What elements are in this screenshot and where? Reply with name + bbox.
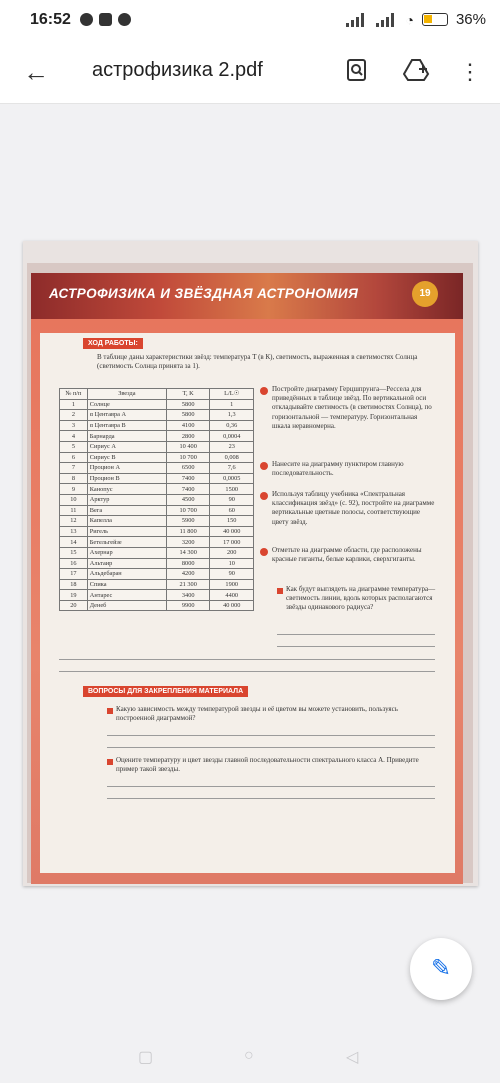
star-luminosity: 17 000 [210, 537, 254, 548]
star-luminosity: 1900 [210, 579, 254, 590]
star-luminosity: 40 000 [210, 600, 254, 611]
star-name: Капелла [87, 516, 166, 527]
star-temperature: 21 300 [166, 579, 210, 590]
signal-2-icon [376, 13, 398, 27]
table-row [60, 526, 254, 537]
star-temperature: 14 300 [166, 547, 210, 558]
step-bullet [260, 492, 268, 500]
star-temperature: 9900 [166, 600, 210, 611]
star-name: Денеб [87, 600, 166, 611]
answer-line [59, 659, 435, 660]
table-row [60, 420, 254, 431]
star-temperature: 3400 [166, 590, 210, 601]
row-number: 2 [60, 410, 88, 421]
clock: 16:52 [30, 11, 71, 28]
star-temperature: 4500 [166, 494, 210, 505]
home-icon[interactable]: ○ [244, 1047, 254, 1064]
star-luminosity: 200 [210, 547, 254, 558]
star-name: Спика [87, 579, 166, 590]
message-icon [118, 13, 131, 26]
table-row [60, 600, 254, 611]
table-body [60, 399, 254, 611]
notification-icons [80, 13, 131, 26]
star-name: Альдебаран [87, 569, 166, 580]
star-luminosity: 90 [210, 494, 254, 505]
question-marker [277, 588, 283, 594]
table-row [60, 431, 254, 442]
star-luminosity: 23 [210, 441, 254, 452]
row-number: 13 [60, 526, 88, 537]
star-temperature: 7400 [166, 473, 210, 484]
row-number: 10 [60, 494, 88, 505]
table-row [60, 484, 254, 495]
search-document-icon[interactable] [342, 57, 372, 87]
document-title: астрофизика 2.pdf [92, 59, 263, 81]
star-table [59, 388, 254, 611]
page-number: 19 [412, 281, 438, 307]
more-menu-icon[interactable]: ⋮ [459, 59, 481, 84]
table-row [60, 537, 254, 548]
star-temperature: 6500 [166, 463, 210, 474]
star-temperature: 3200 [166, 537, 210, 548]
table-row [60, 569, 254, 580]
answer-line [107, 747, 435, 748]
col-header: T, K [166, 389, 210, 400]
star-name: α Центавра В [87, 420, 166, 431]
table-row [60, 399, 254, 410]
table-row [60, 558, 254, 569]
row-number: 7 [60, 463, 88, 474]
chat-icon [80, 13, 93, 26]
star-name: Бетельгейзе [87, 537, 166, 548]
star-name: Барнарда [87, 431, 166, 442]
row-number: 14 [60, 537, 88, 548]
table-row [60, 463, 254, 474]
col-header: № п/п [60, 389, 88, 400]
row-number: 3 [60, 420, 88, 431]
row-number: 11 [60, 505, 88, 516]
star-name: Альтаир [87, 558, 166, 569]
row-number: 15 [60, 547, 88, 558]
step-1: Постройте диаграмму Герцшпрунга—Рессела для приведённых в таблице звёзд. По вертикальной оси откладывайте светимость (в светимостях Солнца), по горизонтальной — температуру. Горизонтальная шкала неравномерна. [272, 385, 432, 430]
nav-back-icon[interactable]: ◁ [346, 1049, 359, 1066]
answer-line [59, 671, 435, 672]
row-number: 1 [60, 399, 88, 410]
mail-icon [99, 13, 112, 26]
star-name: Сириус В [87, 452, 166, 463]
star-name: Солнце [87, 399, 166, 410]
star-temperature: 10 700 [166, 505, 210, 516]
star-name: Арктур [87, 494, 166, 505]
star-temperature: 7400 [166, 484, 210, 495]
row-number: 18 [60, 579, 88, 590]
star-name: Сириус А [87, 441, 166, 452]
add-to-drive-icon[interactable] [402, 57, 432, 87]
star-luminosity: 0,0005 [210, 473, 254, 484]
star-luminosity: 150 [210, 516, 254, 527]
question-marker [107, 759, 113, 765]
col-header: Звезда [87, 389, 166, 400]
side-question: Как будут выглядеть на диаграмме температура—светимость линии, вдоль которых располагаются звёзды одинакового радиуса? [286, 585, 436, 612]
star-temperature: 4100 [166, 420, 210, 431]
answer-line [277, 634, 435, 635]
star-name: Канопус [87, 484, 166, 495]
star-temperature: 5800 [166, 410, 210, 421]
edit-pencil-icon[interactable]: ✎ [410, 938, 472, 1000]
back-arrow-icon[interactable]: ← [23, 57, 49, 87]
answer-line [107, 786, 435, 787]
question-marker [107, 708, 113, 714]
star-temperature: 2800 [166, 431, 210, 442]
step-bullet [260, 387, 268, 395]
star-luminosity: 1 [210, 399, 254, 410]
answer-line [107, 735, 435, 736]
row-number: 5 [60, 441, 88, 452]
table-header-row [60, 389, 254, 400]
system-nav-bar [0, 1030, 500, 1083]
step-4: Отметьте на диаграмме области, где расположены красные гиганты, белые карлики, сверхгиганты. [272, 546, 422, 564]
table-row [60, 473, 254, 484]
step-bullet [260, 462, 268, 470]
star-luminosity: 40 000 [210, 526, 254, 537]
review-question-1: Какую зависимость между температурой звезды и её цветом вы можете установить, пользуясь построенной диаграммой? [116, 705, 398, 723]
step-3: Используя таблицу учебника «Спектральная классификация звёзд» (с. 92), постройте на диаграмме вертикальные цветные полосы, соответствующие цвету звёзд. [272, 490, 435, 526]
star-luminosity: 0,36 [210, 420, 254, 431]
star-name: Вега [87, 505, 166, 516]
table-row [60, 410, 254, 421]
star-name: Процион В [87, 473, 166, 484]
star-luminosity: 0,008 [210, 452, 254, 463]
status-bar [0, 0, 500, 40]
chapter-title: АСТРОФИЗИКА И ЗВЁЗДНАЯ АСТРОНОМИЯ [49, 286, 359, 301]
row-number: 6 [60, 452, 88, 463]
recent-apps-icon[interactable]: ▢ [138, 1049, 154, 1066]
star-name: α Центавра А [87, 410, 166, 421]
row-number: 16 [60, 558, 88, 569]
star-temperature: 4200 [166, 569, 210, 580]
system-icons [346, 11, 487, 28]
star-temperature: 10 400 [166, 441, 210, 452]
star-luminosity: 60 [210, 505, 254, 516]
answer-line [107, 798, 435, 799]
star-temperature: 11 800 [166, 526, 210, 537]
table-row [60, 516, 254, 527]
answer-line [277, 646, 435, 647]
star-luminosity: 90 [210, 569, 254, 580]
work-tag: ХОД РАБОТЫ: [83, 338, 143, 349]
battery-icon [422, 13, 448, 26]
star-luminosity: 7,6 [210, 463, 254, 474]
table-row [60, 452, 254, 463]
pdf-page[interactable] [23, 241, 478, 886]
wifi-icon: ◔ [405, 11, 414, 28]
star-name: Процион А [87, 463, 166, 474]
star-name: Ахернар [87, 547, 166, 558]
signal-icon [346, 13, 368, 27]
table-row [60, 590, 254, 601]
star-name: Антарес [87, 590, 166, 601]
star-temperature: 5800 [166, 399, 210, 410]
row-number: 19 [60, 590, 88, 601]
star-luminosity: 0,0004 [210, 431, 254, 442]
star-luminosity: 1500 [210, 484, 254, 495]
review-tag: ВОПРОСЫ ДЛЯ ЗАКРЕПЛЕНИЯ МАТЕРИАЛА [83, 686, 248, 697]
row-number: 12 [60, 516, 88, 527]
review-question-2: Оцените температуру и цвет звезды главной последовательности спектрального класса А. Приведите пример такой звезды. [116, 756, 419, 774]
star-luminosity: 4400 [210, 590, 254, 601]
row-number: 20 [60, 600, 88, 611]
star-temperature: 5900 [166, 516, 210, 527]
col-header: L/L☉ [210, 389, 254, 400]
star-luminosity: 10 [210, 558, 254, 569]
battery-level: 36% [455, 11, 486, 28]
step-bullet [260, 548, 268, 556]
row-number: 9 [60, 484, 88, 495]
row-number: 4 [60, 431, 88, 442]
table-row [60, 579, 254, 590]
row-number: 8 [60, 473, 88, 484]
table-row [60, 494, 254, 505]
star-temperature: 10 700 [166, 452, 210, 463]
table-row [60, 547, 254, 558]
table-row [60, 505, 254, 516]
star-name: Ригель [87, 526, 166, 537]
row-number: 17 [60, 569, 88, 580]
app-bar [0, 40, 500, 104]
step-2: Нанесите на диаграмму пунктиром главную последовательность. [272, 460, 404, 478]
intro-text: В таблице даны характеристики звёзд: температура T (в К), светимость, выраженная в светимостях Солнца (светимость Солнца принята за 1). [97, 353, 418, 371]
table-row [60, 441, 254, 452]
star-luminosity: 1,3 [210, 410, 254, 421]
star-temperature: 8000 [166, 558, 210, 569]
